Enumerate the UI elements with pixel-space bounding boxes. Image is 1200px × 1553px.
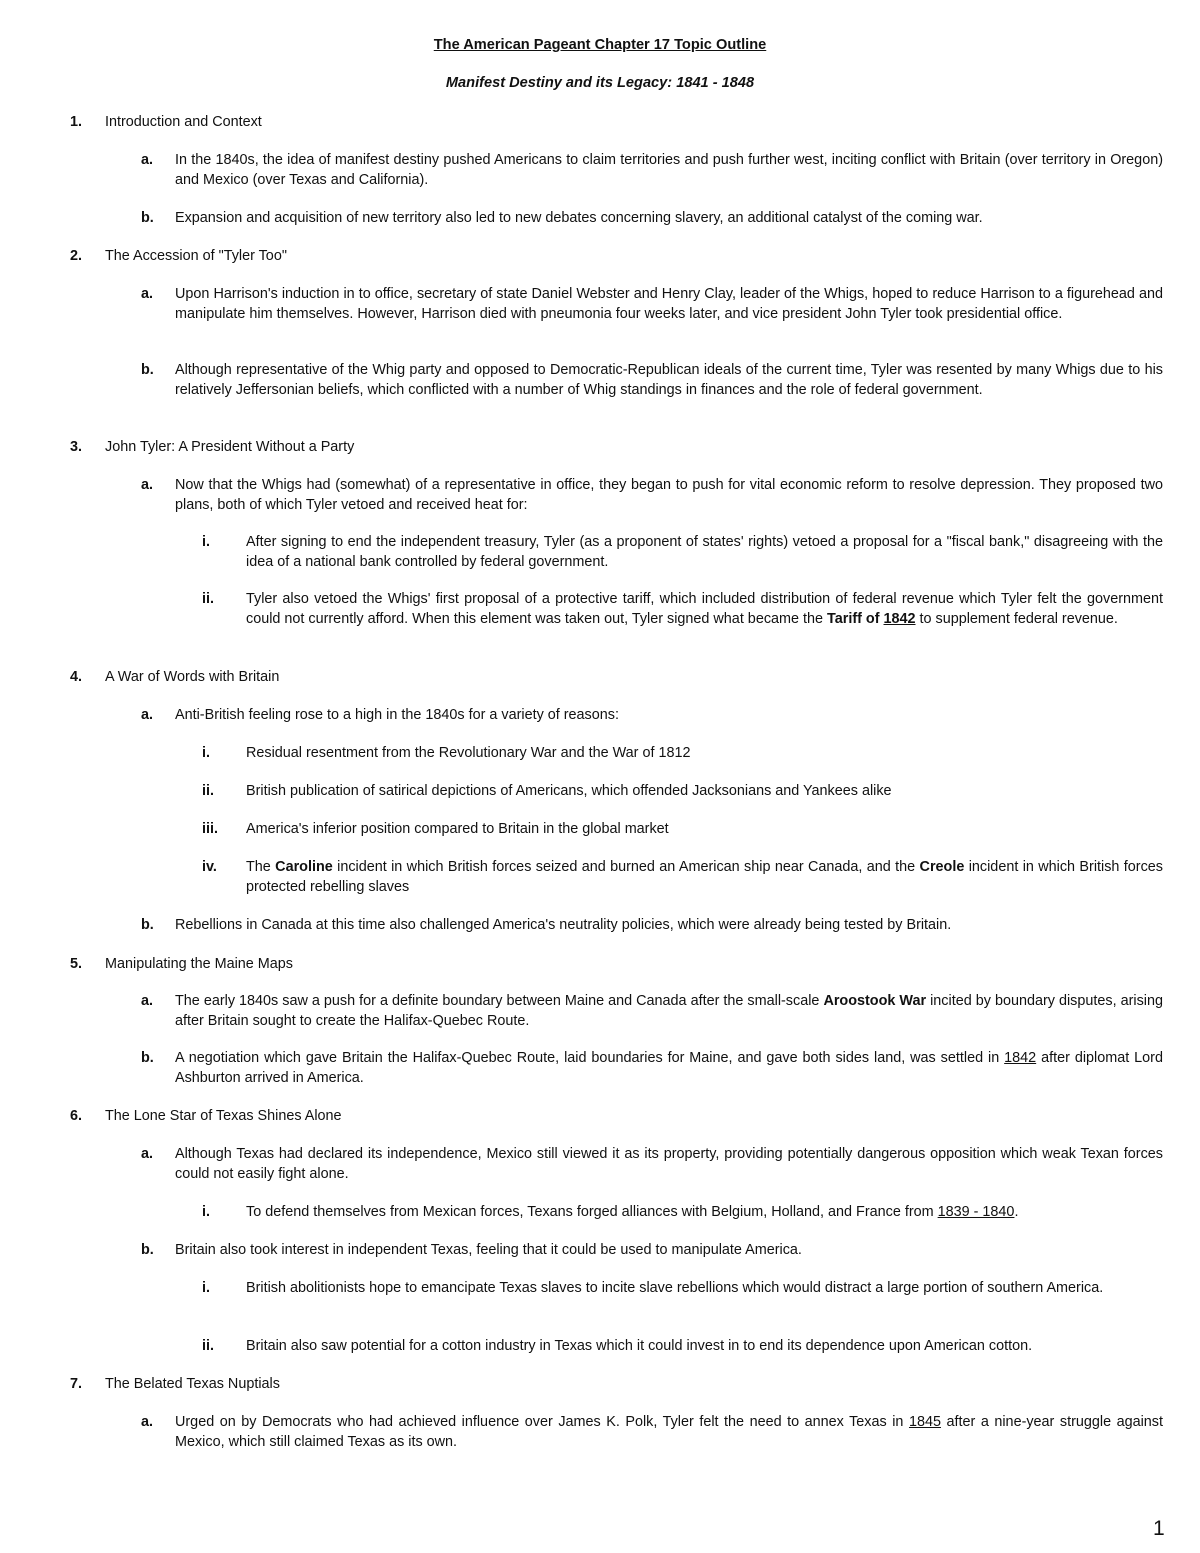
key-date: 1842 <box>1004 1050 1037 1066</box>
subitem-numeral: iii. <box>202 821 218 837</box>
item-letter: a. <box>141 993 154 1009</box>
item-letter: b. <box>141 362 154 378</box>
subitem-text: British abolitionists hope to emancipate Texas slaves to incite slave rebellions which would distract a large portion of southern America. <box>246 1280 1104 1296</box>
key-term: Creole <box>919 859 965 875</box>
item-letter: b. <box>141 210 154 226</box>
section-number: 6. <box>70 1108 83 1124</box>
subitem-numeral: i. <box>202 1204 210 1220</box>
subitem-text: Britain also saw potential for a cotton industry in Texas which it could invest in to end its dependence upon American cotton. <box>246 1338 1033 1354</box>
subitem-numeral: ii. <box>202 783 214 799</box>
item-letter: a. <box>141 1146 154 1162</box>
section-title: Introduction and Context <box>105 114 262 130</box>
page-number: 1 <box>1153 1517 1165 1540</box>
subitem-text: British publication of satirical depictions of Americans, which offended Jacksonians and Yankees alike <box>246 783 892 799</box>
item-letter: b. <box>141 1050 154 1066</box>
subitem-text: The Caroline incident in which British forces seized and burned an American ship near Canada, and the Creole incident in which British forces protected rebelling slaves <box>246 859 1163 895</box>
section-title: A War of Words with Britain <box>105 669 280 685</box>
item-text: Upon Harrison's induction in to office, secretary of state Daniel Webster and Henry Clay, leader of the Whigs, hoped to reduce Harrison to a figurehead and manipulate him themselves. However, Harrison died with pneumonia four weeks later, and vice president John Tyler took presidential office. <box>175 286 1163 322</box>
document-title: The American Pageant Chapter 17 Topic Outline <box>433 37 767 53</box>
subitem-numeral: ii. <box>202 591 214 607</box>
item-letter: a. <box>141 286 154 302</box>
item-letter: a. <box>141 152 154 168</box>
item-text: Urged on by Democrats who had achieved influence over James K. Polk, Tyler felt the need to annex Texas in 1845 after a nine-year struggle against Mexico, which still claimed Texas as its own. <box>175 1414 1164 1450</box>
section-title: The Lone Star of Texas Shines Alone <box>105 1108 342 1124</box>
item-text: Although representative of the Whig party and opposed to Democratic-Republican ideals of the current time, Tyler was resented by many Whigs due to his relatively Jeffersonian beliefs, which conflicted with a number of Whig standings in finances and the role of federal government. <box>175 362 1163 398</box>
section-number: 1. <box>70 114 83 130</box>
subitem-numeral: i. <box>202 745 210 761</box>
key-term: Aroostook War <box>823 993 927 1009</box>
subitem-text: After signing to end the independent treasury, Tyler (as a proponent of states' rights) vetoed a proposal for a "fiscal bank," disagreeing with the idea of a national bank controlled by federal government. <box>246 534 1163 570</box>
subitem-numeral: iv. <box>202 859 217 875</box>
section-number: 4. <box>70 669 83 685</box>
item-text: Now that the Whigs had (somewhat) of a representative in office, they began to push for vital economic reform to resolve depression. They proposed two plans, both of which Tyler vetoed and received heat for: <box>175 477 1163 513</box>
section-number: 2. <box>70 248 83 264</box>
item-text: The early 1840s saw a push for a definite boundary between Maine and Canada after the small-scale Aroostook War incited by boundary disputes, arising after Britain sought to create the Halifax-Quebec Route. <box>175 993 1163 1029</box>
section-title: John Tyler: A President Without a Party <box>105 439 355 455</box>
item-text: Britain also took interest in independent Texas, feeling that it could be used to manipulate America. <box>175 1242 802 1258</box>
document-subtitle: Manifest Destiny and its Legacy: 1841 - 1848 <box>445 75 755 91</box>
section-title: Manipulating the Maine Maps <box>105 956 293 972</box>
key-term: Caroline <box>275 859 333 875</box>
item-text: A negotiation which gave Britain the Halifax-Quebec Route, laid boundaries for Maine, and gave both sides land, was settled in 1842 after diplomat Lord Ashburton arrived in America. <box>175 1050 1163 1086</box>
subitem-text: Tyler also vetoed the Whigs' first proposal of a protective tariff, which included distribution of federal revenue which Tyler felt the government could not currently afford. When this element was taken out, Tyler signed what became the Tariff of 1842 to supplement federal revenue. <box>246 591 1163 627</box>
subitem-text: America's inferior position compared to Britain in the global market <box>246 821 669 837</box>
section-number: 5. <box>70 956 83 972</box>
section-title: The Belated Texas Nuptials <box>105 1376 280 1392</box>
section-title: The Accession of "Tyler Too" <box>105 248 287 264</box>
section-number: 7. <box>70 1376 83 1392</box>
item-text: Rebellions in Canada at this time also challenged America's neutrality policies, which were already being tested by Britain. <box>175 917 952 933</box>
subitem-numeral: i. <box>202 534 210 550</box>
item-letter: b. <box>141 917 154 933</box>
item-text: Anti-British feeling rose to a high in the 1840s for a variety of reasons: <box>175 707 619 723</box>
item-letter: a. <box>141 1414 154 1430</box>
item-text: In the 1840s, the idea of manifest destiny pushed Americans to claim territories and push further west, inciting conflict with Britain (over territory in Oregon) and Mexico (over Texas and California). <box>175 152 1163 188</box>
item-text: Although Texas had declared its independence, Mexico still viewed it as its property, providing potentially dangerous opposition which weak Texan forces could not easily fight alone. <box>175 1146 1163 1182</box>
key-date: 1839 - 1840 <box>937 1204 1015 1220</box>
subitem-numeral: ii. <box>202 1338 214 1354</box>
key-date: 1842 <box>883 610 916 627</box>
key-date: 1845 <box>908 1414 941 1430</box>
section-number: 3. <box>70 439 83 455</box>
item-letter: a. <box>141 477 154 493</box>
item-letter: b. <box>141 1242 154 1258</box>
subitem-text: Residual resentment from the Revolutionary War and the War of 1812 <box>246 745 691 761</box>
subitem-text: To defend themselves from Mexican forces, Texans forged alliances with Belgium, Holland, and France from 1839 - 1840. <box>246 1204 1019 1220</box>
subitem-numeral: i. <box>202 1280 210 1296</box>
item-text: Expansion and acquisition of new territory also led to new debates concerning slavery, an additional catalyst of the coming war. <box>175 210 983 226</box>
key-term: Tariff of 1842 <box>827 610 916 627</box>
item-letter: a. <box>141 707 154 723</box>
